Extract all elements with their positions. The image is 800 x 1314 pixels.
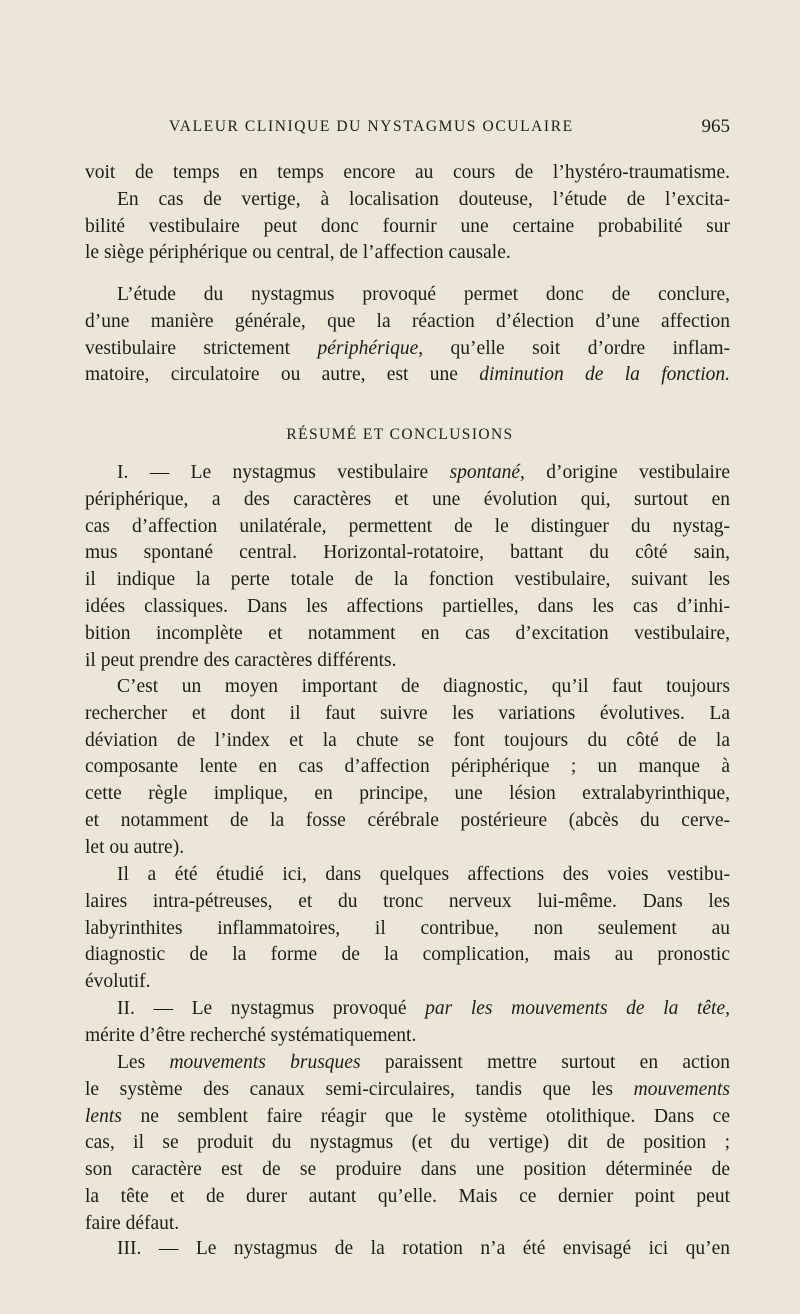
text-line: il indique la perte totale de la fonction vestibulaire, suivant les — [85, 569, 730, 591]
text-line: III. — Le nystagmus de la rotation n’a été envisagé ici qu’en — [117, 1238, 730, 1259]
text-line: cette règle implique, en principe, une lésion extralabyrinthique, — [85, 783, 730, 805]
text-line: cas, il se produit du nystagmus (et du vertige) dit de position ; — [85, 1132, 730, 1154]
text-line: idées classiques. Dans les affections partielles, dans les cas d’inhi- — [85, 595, 730, 617]
text-line: lents ne semblent faire réagir que le système otolithique. Dans ce — [85, 1105, 730, 1127]
paragraph-7 — [85, 1050, 730, 1238]
text-line: mus spontané central. Horizontal-rotatoire, battant du côté sain, — [85, 542, 730, 564]
text-line: diagnostic de la forme de la complication, mais au pronostic — [85, 944, 730, 966]
text-line: le système des canaux semi-circulaires, tandis que les mouvements — [85, 1078, 730, 1100]
text-line: cas d’affection unilatérale, permettent de le distinguer du nystag- — [85, 515, 730, 537]
text-line: rechercher et dont il faut suivre les variations évolutives. La — [85, 702, 730, 724]
text-line: d’une manière générale, que la réaction d’élection d’une affection — [85, 310, 730, 332]
text-line: mérite d’être recherché systématiquement. — [85, 1024, 417, 1046]
paragraph-3 — [85, 460, 730, 674]
text-line: périphérique, a des caractères et une évolution qui, surtout en — [85, 488, 730, 510]
text-line: vestibulaire strictement périphérique, qu’elle soit d’ordre inflam- — [85, 337, 730, 359]
text-line: bilité vestibulaire peut donc fournir une certaine probabilité sur — [85, 215, 730, 237]
italic-term: lents — [85, 1105, 122, 1127]
text-line: évolutif. — [85, 971, 151, 993]
italic-term: par les mouvements de la tête, — [425, 998, 731, 1019]
text-line: En cas de vertige, à localisation douteuse, l’étude de l’excita- — [117, 188, 730, 210]
text-line: déviation de l’index et la chute se font toujours du côté de la — [85, 729, 730, 751]
running-title: VALEUR CLINIQUE DU NYSTAGMUS OCULAIRE — [169, 118, 574, 135]
paragraph-2 — [85, 282, 730, 389]
paragraph-1 — [85, 160, 730, 267]
text-line: le siège périphérique ou central, de l’affection causale. — [85, 242, 511, 264]
text-line: L’étude du nystagmus provoqué permet donc de conclure, — [117, 284, 730, 305]
text-line: II. — Le nystagmus provoqué par les mouvements de la tête, — [117, 998, 731, 1019]
paragraph-6 — [85, 996, 730, 1050]
text-line: la tête et de durer autant qu’elle. Mais ce dernier point peut — [85, 1185, 730, 1207]
text-line: laires intra-pétreuses, et du tronc nerveux lui-même. Dans les — [85, 890, 730, 912]
italic-term: mouvements — [633, 1078, 730, 1100]
text-line: Il a été étudié ici, dans quelques affections des voies vestibu- — [117, 864, 730, 885]
paragraph-5 — [85, 862, 730, 996]
text-line: I. — Le nystagmus vestibulaire spontané, d’origine vestibulaire — [117, 462, 730, 483]
text-line: il peut prendre des caractères différents. — [85, 649, 397, 671]
italic-term: spontané — [449, 462, 520, 483]
text-line: matoire, circulatoire ou autre, est une diminution de la fonction. — [85, 364, 730, 386]
text-line: son caractère est de se produire dans une position déterminée de — [85, 1159, 730, 1181]
section-heading: RÉSUMÉ ET CONCLUSIONS — [286, 426, 514, 443]
text-line: C’est un moyen important de diagnostic, qu’il faut toujours — [117, 676, 730, 697]
italic-term: mouvements brusques — [169, 1052, 361, 1073]
italic-term: périphérique — [317, 337, 419, 359]
text-line: bition incomplète et notamment en cas d’excitation vestibulaire, — [85, 622, 730, 644]
text-line: et notamment de la fosse cérébrale postérieure (abcès du cerve- — [85, 809, 730, 831]
paragraph-4 — [85, 674, 730, 862]
text-line: labyrinthites inflammatoires, il contribue, non seulement au — [85, 917, 730, 939]
text-line: let ou autre). — [85, 836, 185, 858]
paragraph-8 — [85, 1236, 730, 1263]
text-line: Les mouvements brusques paraissent mettre surtout en action — [117, 1052, 731, 1073]
page-header — [85, 118, 730, 142]
page-number: 965 — [701, 116, 730, 137]
text-line: composante lente en cas d’affection périphérique ; un manque à — [85, 756, 730, 778]
italic-term: diminution de la fonction. — [479, 364, 730, 386]
text-line: faire défaut. — [85, 1212, 180, 1234]
text-line: voit de temps en temps encore au cours de l’hystéro-traumatisme. — [85, 162, 730, 183]
